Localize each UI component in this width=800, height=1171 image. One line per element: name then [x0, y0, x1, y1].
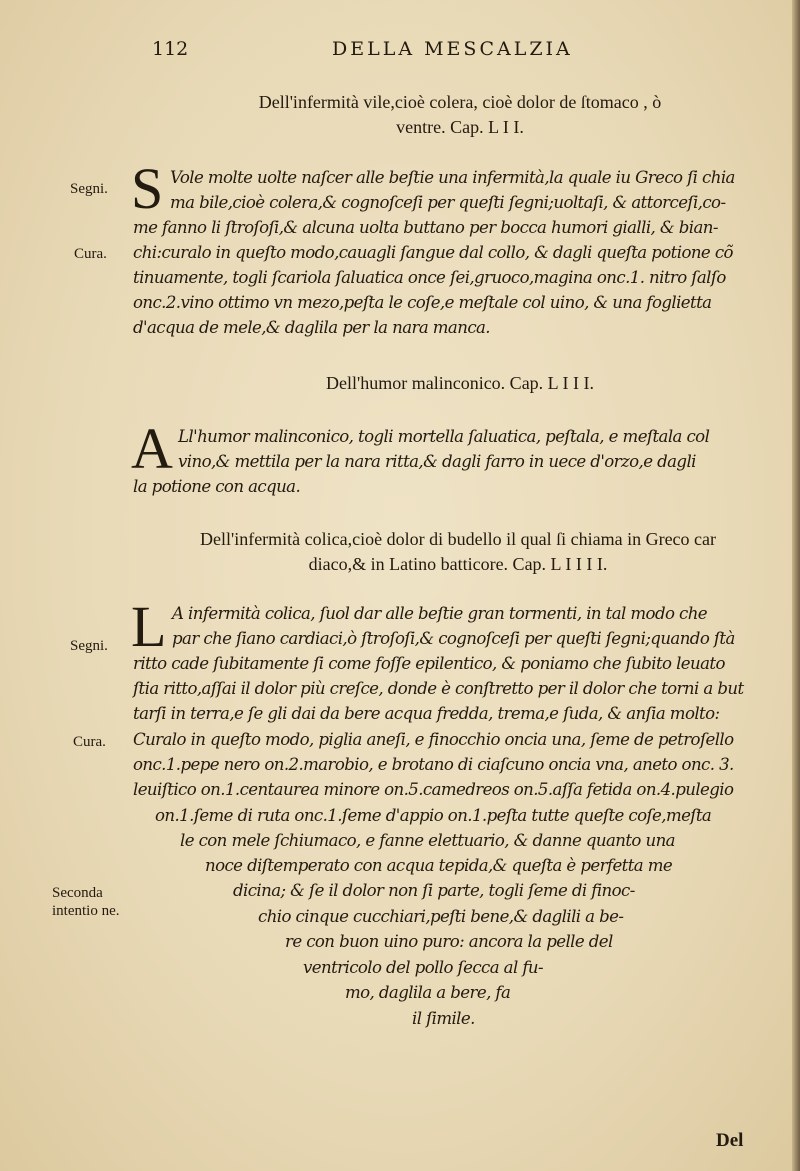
text-line: tinuamente, togli ſcariola ſaluatica once ſei,gruoco,magina onc.1. nitro ſalſo — [133, 268, 726, 287]
margin-note-cura: Cura. — [73, 734, 106, 750]
text-line: onc.1.pepe nero on.2.marobio, e brotano di ciaſcuno oncia vna, aneto onc. 3. — [133, 755, 734, 774]
chapter-53-title — [220, 371, 700, 396]
drop-cap: S — [131, 156, 164, 221]
text-line: A infermità colica, ſuol dar alle beſtie gran tormenti, in tal modo che — [172, 604, 708, 623]
text-line: tarſi in terra,e ſe gli dai da bere acqua fredda, trema,e ſuda, & anſia molto: — [133, 704, 720, 723]
text-line: on.1.ſeme di ruta onc.1.ſeme d'appio on.1.peſta tutte queſte coſe,meſta — [155, 806, 712, 825]
chapter-54-title-line: diaco,& in Latino batticore. Cap. L I I I I. — [308, 554, 608, 574]
text-line: leuiſtico on.1.centaurea minore on.5.camedreos on.5.aſſa fetida on.4.pulegio — [133, 780, 734, 799]
text-line: ſtia ritto,aſſai il dolor più creſce, donde è conſtretto per il dolor che torni a but — [133, 679, 744, 698]
text-line: ma bile,cioè colera,& cognoſceſi per queſti ſegni;uoltaſi, & attorceſi,co- — [170, 193, 726, 212]
text-line: il ſimile. — [412, 1009, 475, 1028]
text-line: la potione con acqua. — [133, 477, 301, 496]
drop-cap: L — [131, 594, 167, 659]
margin-note-seconda-intentione: Seconda intentio ne. — [52, 885, 120, 919]
text-line: Curalo in queſto modo, piglia aneſi, e finocchio oncia una, ſeme de petroſello — [133, 730, 734, 749]
text-line: vino,& mettila per la nara ritta,& dagli farro in uece d'orzo,e dagli — [178, 452, 696, 471]
text-line: par che ſiano cardiaci,ò ſtroſoſi,& cognoſceſi per queſti ſegni;quando ſtà — [172, 629, 735, 648]
text-line: d'acqua de mele,& daglila per la nara manca. — [133, 318, 490, 337]
text-line: ventricolo del pollo ſecca al fu- — [303, 958, 543, 977]
text-line: le con mele ſchiumaco, e fanne elettuario, & danne quanto una — [180, 831, 675, 850]
chapter-52-title-line: ventre. Cap. L I I. — [396, 117, 524, 137]
text-line: dicina; & ſe il dolor non ſi parte, togli ſeme di finoc- — [233, 881, 635, 900]
running-title: DELLA MESCALZIA — [332, 38, 573, 60]
drop-cap: A — [131, 416, 173, 481]
chapter-52-title — [180, 90, 740, 140]
text-line: ritto cade ſubitamente ſi come foſſe epilentico, & poniamo che ſubito leuato — [133, 654, 725, 673]
chapter-54-title-line: Dell'infermità colica,cioè dolor di budello il qual ſi chiama in Greco car — [199, 529, 717, 549]
chapter-53-title-line: Dell'humor malinconico. Cap. L I I I. — [325, 373, 594, 393]
text-line: Ll'humor malinconico, togli mortella ſaluatica, peſtala, e meſtala col — [178, 427, 710, 446]
chapter-54-title — [128, 527, 788, 577]
text-line: chi:curalo in queſto modo,cauagli ſangue dal collo, & dagli queſta potione cõ — [133, 243, 733, 262]
text-line: chio cinque cucchiari,peſti bene,& daglili a be- — [258, 907, 624, 926]
margin-note-segni: Segni. — [70, 181, 108, 197]
text-line: onc.2.vino ottimo vn mezo,peſta le coſe,e meſtale col uino, & una foglietta — [133, 293, 712, 312]
text-line: me fanno li ſtroſoſi,& alcuna uolta buttano per bocca humori gialli, & bian- — [133, 218, 718, 237]
text-line: mo, daglila a bere, fa — [345, 983, 511, 1002]
text-line: noce diſtemperato con acqua tepida,& queſta è perfetta me — [205, 856, 673, 875]
page-edge — [792, 0, 800, 1171]
text-line: re con buon uino puro: ancora la pelle del — [285, 932, 613, 951]
chapter-52-title-line: Dell'infermità vile,cioè colera, cioè dolor de ſtomaco , ò — [258, 92, 662, 112]
page-number: 112 — [152, 38, 189, 60]
margin-note-cura: Cura. — [74, 246, 107, 262]
catchword: Del — [716, 1130, 744, 1151]
margin-note-segni: Segni. — [70, 638, 108, 654]
text-line: Vole molte uolte naſcer alle beſtie una infermità,la quale iu Greco ſi chia — [170, 168, 735, 187]
